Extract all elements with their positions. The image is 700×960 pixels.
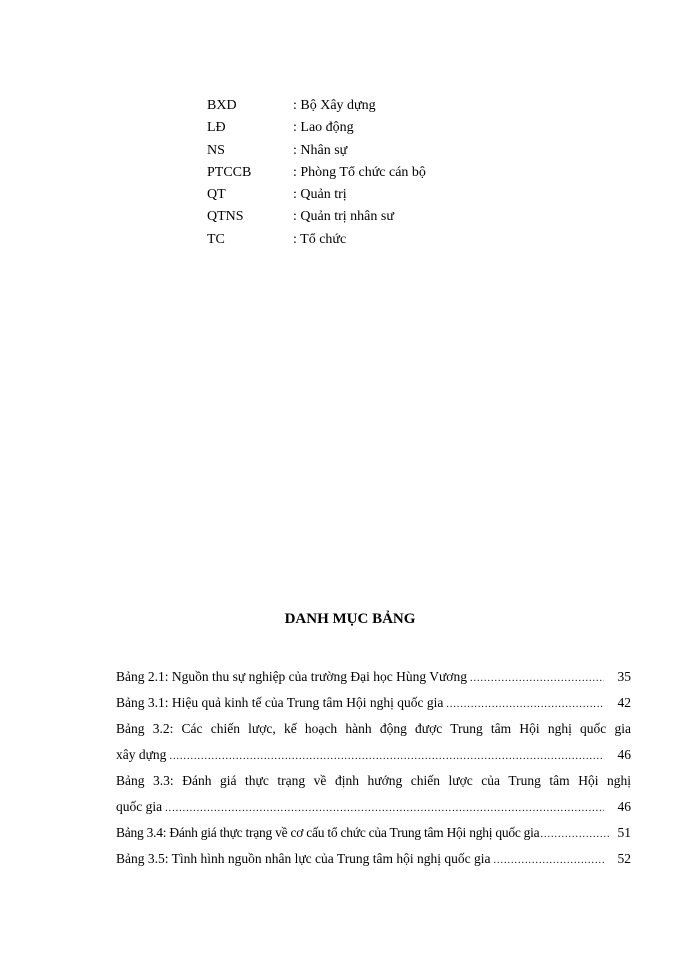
abbreviation-code: PTCCB xyxy=(207,164,252,180)
toc-entry xyxy=(116,820,631,846)
abbreviation-meaning: : Quản trị nhân sư xyxy=(293,209,394,225)
abbreviation-row xyxy=(207,184,426,206)
toc-entry-text: Bảng 3.5: Tình hình nguồn nhân lực của Trung tâm hội nghị quốc gia xyxy=(116,851,491,866)
abbreviation-code: TC xyxy=(207,231,225,247)
abbreviation-code: BXD xyxy=(207,98,237,113)
toc-leader xyxy=(470,664,604,692)
abbreviation-meaning: : Nhân sự xyxy=(293,142,348,158)
toc-page-number: 42 xyxy=(617,695,631,710)
toc-entry-continued xyxy=(116,742,631,768)
abbreviation-row xyxy=(207,140,426,162)
abbreviation-row xyxy=(207,162,426,184)
abbreviation-code: QT xyxy=(207,187,226,203)
toc-page-number: 46 xyxy=(617,799,631,814)
toc-entry xyxy=(116,690,631,716)
abbreviation-meaning: : Quản trị xyxy=(293,187,347,203)
abbreviation-row xyxy=(207,206,426,228)
toc-entry-text: Bảng 2.1: Nguồn thu sự nghiệp của trường Đại học Hùng Vương xyxy=(116,669,467,684)
toc-page-number: 35 xyxy=(617,669,631,684)
abbreviation-meaning: : Phòng Tổ chức cán bộ xyxy=(293,164,426,180)
toc-entry-text: quốc gia xyxy=(116,799,163,814)
toc-entry xyxy=(116,846,631,872)
abbreviation-meaning: : Lao động xyxy=(293,120,354,136)
abbreviation-row xyxy=(207,117,426,139)
toc-entry-text: Bảng 3.4: Đánh giá thực trạng về cơ cấu tổ chức của Trung tâm Hội nghị quốc gia xyxy=(116,825,540,840)
toc-entry-text: Bảng 3.2: Các chiến lược, kế hoạch hành động được Trung tâm Hội nghị quốc gia xyxy=(116,721,631,736)
abbreviation-meaning: : Tổ chức xyxy=(293,231,347,247)
abbreviation-code: QTNS xyxy=(207,209,244,225)
toc-entry-text: xây dựng xyxy=(116,747,167,762)
toc-entry xyxy=(116,664,631,690)
toc-leader xyxy=(165,794,604,822)
page-title: DANH MỤC BẢNG xyxy=(284,611,416,627)
toc-entry xyxy=(116,716,631,742)
table-of-contents xyxy=(116,664,631,872)
abbreviation-meaning: : Bộ Xây dựng xyxy=(293,98,376,113)
toc-page-number: 52 xyxy=(617,851,631,866)
toc-entry xyxy=(116,768,631,794)
toc-entry-text: Bảng 3.1: Hiệu quả kinh tế của Trung tâm Hội nghị quốc gia xyxy=(116,695,444,710)
toc-leader xyxy=(446,690,604,718)
abbreviation-code: LĐ xyxy=(207,120,226,136)
toc-leader xyxy=(540,820,610,848)
abbreviation-code: NS xyxy=(207,142,225,158)
toc-entry-text: Bảng 3.3: Đánh giá thực trạng về định hướng chiến lược của Trung tâm Hội nghị xyxy=(116,773,631,788)
abbreviation-row xyxy=(207,95,426,117)
abbreviation-row xyxy=(207,229,426,251)
toc-leader xyxy=(169,742,604,770)
abbreviation-list xyxy=(207,95,426,251)
toc-leader xyxy=(494,846,604,874)
toc-page-number: 46 xyxy=(617,747,631,762)
toc-entry-continued xyxy=(116,794,631,820)
toc-page-number: 51 xyxy=(617,825,631,840)
